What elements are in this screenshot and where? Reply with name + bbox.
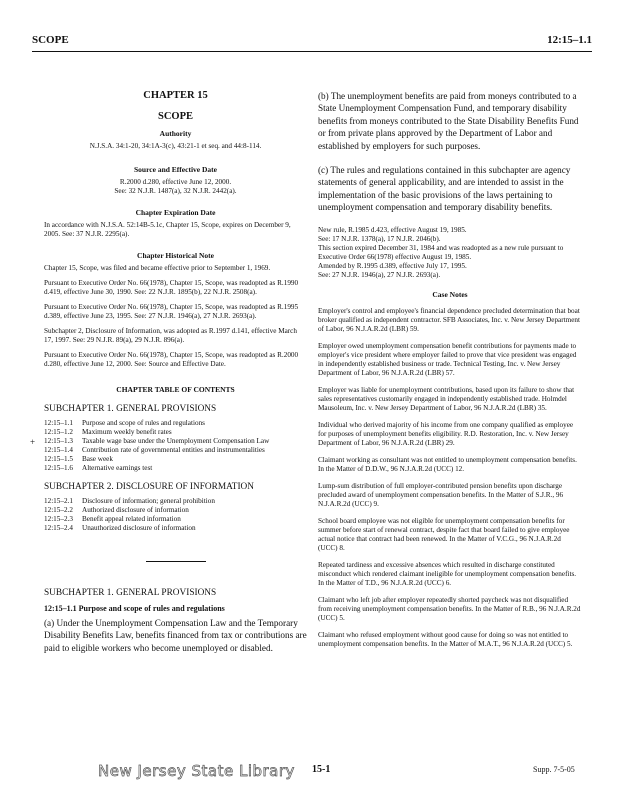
case-note: Individual who derived majority of his income from one company qualified as employee for purposes of unemployment benefits eligibility. R.D. Restoration, Inc. v. New Jersey Department of Labor, 96 N.J.A.R.2d (LBR) 29. [318,420,574,447]
toc-entry [44,419,307,428]
case-note: Employer's control and employee's financial dependence precluded determination that boat broker qualified as independent contractor. SFB Associates, Inc. v. New Jersey Department of Labor, 96 N.J.A.R.2d (LBR) 59. [318,306,581,333]
subchapter-1-heading: SUBCHAPTER 1. GENERAL PROVISIONS [44,588,217,599]
paragraph-c: (c) The rules and regulations contained in this subchapter are agency statements of general applicability, and are intended to assist in the implementation of the basic provisions of the laws pertaining to unemployment compensation and temporary disability benefits. [318,165,571,213]
section-divider [146,561,206,562]
toc-number: 12:15–1.6 [44,463,73,472]
toc-title: Authorized disclosure of information [82,506,189,515]
toc-entry [44,446,307,455]
left-column [44,90,307,654]
authority-heading: Authority [159,129,192,138]
toc-list-2 [44,497,307,533]
case-note: Repeated tardiness and excessive absences which resulted in discharge constituted misconduct which rendered claimant ineligible for unemployment compensation benefits. In the Matter of T.D., 96 N.J.A.R.2d (UCC) 6. [318,560,577,587]
toc-entry [44,437,307,446]
toc-number: 12:15–2.4 [44,524,73,533]
case-note: Employer owed unemployment compensation benefit contributions for payments made to employer's vice president where employer failed to prove that vice president was engaged in independently established business or trade. Technical Testing, Inc. v. New Jersey Department of Labor, 96 N.J.A.R.2d (LBR) 57. [318,341,577,377]
header-right: 12:15–1.1 [547,34,592,46]
history-note: Chapter 15, Scope, was filed and became effective prior to September 1, 1969. [44,264,271,272]
case-note: Claimant working as consultant was not entitled to unemployment compensation benefits. In the Matter of D.D.W., 96 N.J.A.R.2d (UCC) 12. [318,455,577,473]
chapter-title: SCOPE [157,111,193,122]
section-heading: 12:15–1.1 Purpose and scope of rules and regulations [44,604,225,614]
toc-entry [44,515,307,524]
source-heading: Source and Effective Date [134,165,217,174]
page-number: 15-1 [312,764,331,775]
header-rule [32,51,592,52]
toc-entry [44,455,307,464]
toc-number: 12:15–1.3 [44,436,73,445]
right-column [318,90,582,657]
toc-entry [44,497,307,506]
expiration-heading: Chapter Expiration Date [135,208,216,217]
history-note: Pursuant to Executive Order No. 66(1978), Chapter 15, Scope, was readopted as R.1990 d.419, effective June 30, 1990. See: 22 N.J.R. 1895(b), 22 N.J.R. 2508(a). [44,279,299,296]
section-history: New rule, R.1985 d.423, effective August 19, 1985. See: 17 N.J.R. 1378(a), 17 N.J.R. 2046(b). This section expired December 31, 1984 and was readopted as a new rule pursuant to Executive Order 66(1978) effective August 19, 1985. Amended by R.1995 d.389, effective July 17, 1995. See: 27 N.J.R. 1946(a), 27 N.J.R. 2693(a). [318,225,564,279]
case-note: Claimant who refused employment without good cause for doing so was not entitled to unemployment compensation benefits. In the Matter of M.A.T., 96 N.J.A.R.2d (UCC) 5. [318,630,573,648]
expiration-text: In accordance with N.J.S.A. 52:14B-5.1c, Chapter 15, Scope, expires on December 9, 2005. See: 37 N.J.R. 2295(a). [44,221,291,238]
case-note: Claimant who left job after employer repeatedly shorted paycheck was not disqualified from receiving unemployment compensation benefits. In the Matter of R.B., 96 N.J.A.R.2d (UCC) 5. [318,595,581,622]
toc-entry [44,428,307,437]
toc-subchapter-2: SUBCHAPTER 2. DISCLOSURE OF INFORMATION [44,482,254,493]
toc-list-1 [44,419,307,472]
case-note: Employer was liable for unemployment contributions, based upon its failure to show that sales representatives customarily engaged in independently established trade. Holmdel Mausoleum, Inc. v. New Jersey Department of Labor, 96 N.J.A.R.2d (LBR) 35. [318,385,575,412]
toc-title: Unauthorized disclosure of information [82,524,196,533]
toc-subchapter-1: SUBCHAPTER 1. GENERAL PROVISIONS [44,404,217,414]
toc-title: Taxable wage base under the Unemployment Compensation Law [82,436,270,445]
toc-number: 12:15–1.1 [44,419,73,427]
toc-entry [44,506,307,515]
margin-mark: + [30,437,36,447]
toc-title: Purpose and scope of rules and regulations [82,419,205,427]
history-note: Subchapter 2, Disclosure of Information, was adopted as R.1997 d.141, effective March 17, 1997. See: 29 N.J.R. 89(a), 29 N.J.R. 896(a). [44,327,297,344]
header-left: SCOPE [32,34,69,46]
authority-text: N.J.S.A. 34:1-20, 34:1A-3(c), 43:21-1 et seq. and 44:8-114. [89,142,262,150]
page-footer [0,764,623,784]
history-heading: Chapter Historical Note [137,251,214,260]
toc-number: 12:15–2.1 [44,497,73,506]
toc-title: Contribution rate of governmental entities and instrumentalities [82,445,265,454]
source-line-2: See: 32 N.J.R. 1487(a), 32 N.J.R. 2442(a). [114,187,237,195]
toc-title: Benefit appeal related information [82,515,181,524]
paragraph-b: (b) The unemployment benefits are paid from moneys contributed to a State Unemployment Compensation Fund, and temporary disability benefits from moneys contributed to the State Disability Benefits Fund or from private plans approved by the Department of Labor and established by employers for such purposes. [318,91,579,151]
toc-number: 12:15–1.4 [44,445,73,454]
toc-title: Disclosure of information; general prohibition [82,497,215,506]
case-notes-heading: Case Notes [432,289,468,299]
toc-title: Alternative earnings test [82,463,153,472]
source-line-1: R.2000 d.280, effective June 12, 2000. [119,178,232,186]
toc-number: 12:15–1.5 [44,454,73,463]
paragraph-a: (a) Under the Unemployment Compensation Law and the Temporary Disability Benefits Law, benefits financed from tax or contributions are paid to eligible workers who become unemployed or disabled. [44,618,307,653]
case-note: School board employee was not eligible for unemployment compensation benefits for summer before start of renewal contract, despite fact that board failed to give employee actual notice that contract had been renewed. In the Matter of V.C.G., 96 N.J.A.R.2d (UCC) 8. [318,516,570,552]
toc-number: 12:15–2.3 [44,515,73,524]
toc-title: Maximum weekly benefit rates [82,427,172,436]
case-note: Lump-sum distribution of full employer-contributed pension benefits upon discharge precluded award of unemployment compensation benefits. In the Matter of S.J.R., 96 N.J.A.R.2d (UCC) 9. [318,481,564,508]
toc-number: 12:15–2.2 [44,506,73,515]
history-note: Pursuant to Executive Order No. 66(1978), Chapter 15, Scope, was readopted as R.1995 d.389, effective June 23, 1995. See: 27 N.J.R. 1946(a), 27 N.J.R. 2693(a). [44,303,299,320]
toc-entry [44,464,307,473]
toc-number: 12:15–1.2 [44,427,73,436]
toc-title: Base week [82,454,113,463]
toc-heading: CHAPTER TABLE OF CONTENTS [116,385,235,394]
library-watermark: New Jersey State Library [98,762,295,780]
history-note: Pursuant to Executive Order No. 66(1978), Chapter 15, Scope, was readopted as R.2000 d.280, effective June 12, 2000. See: Source and Effective Date. [44,351,299,368]
supplement-date: Supp. 7-5-05 [533,765,575,774]
chapter-number: CHAPTER 15 [143,90,208,101]
toc-entry [44,524,307,533]
